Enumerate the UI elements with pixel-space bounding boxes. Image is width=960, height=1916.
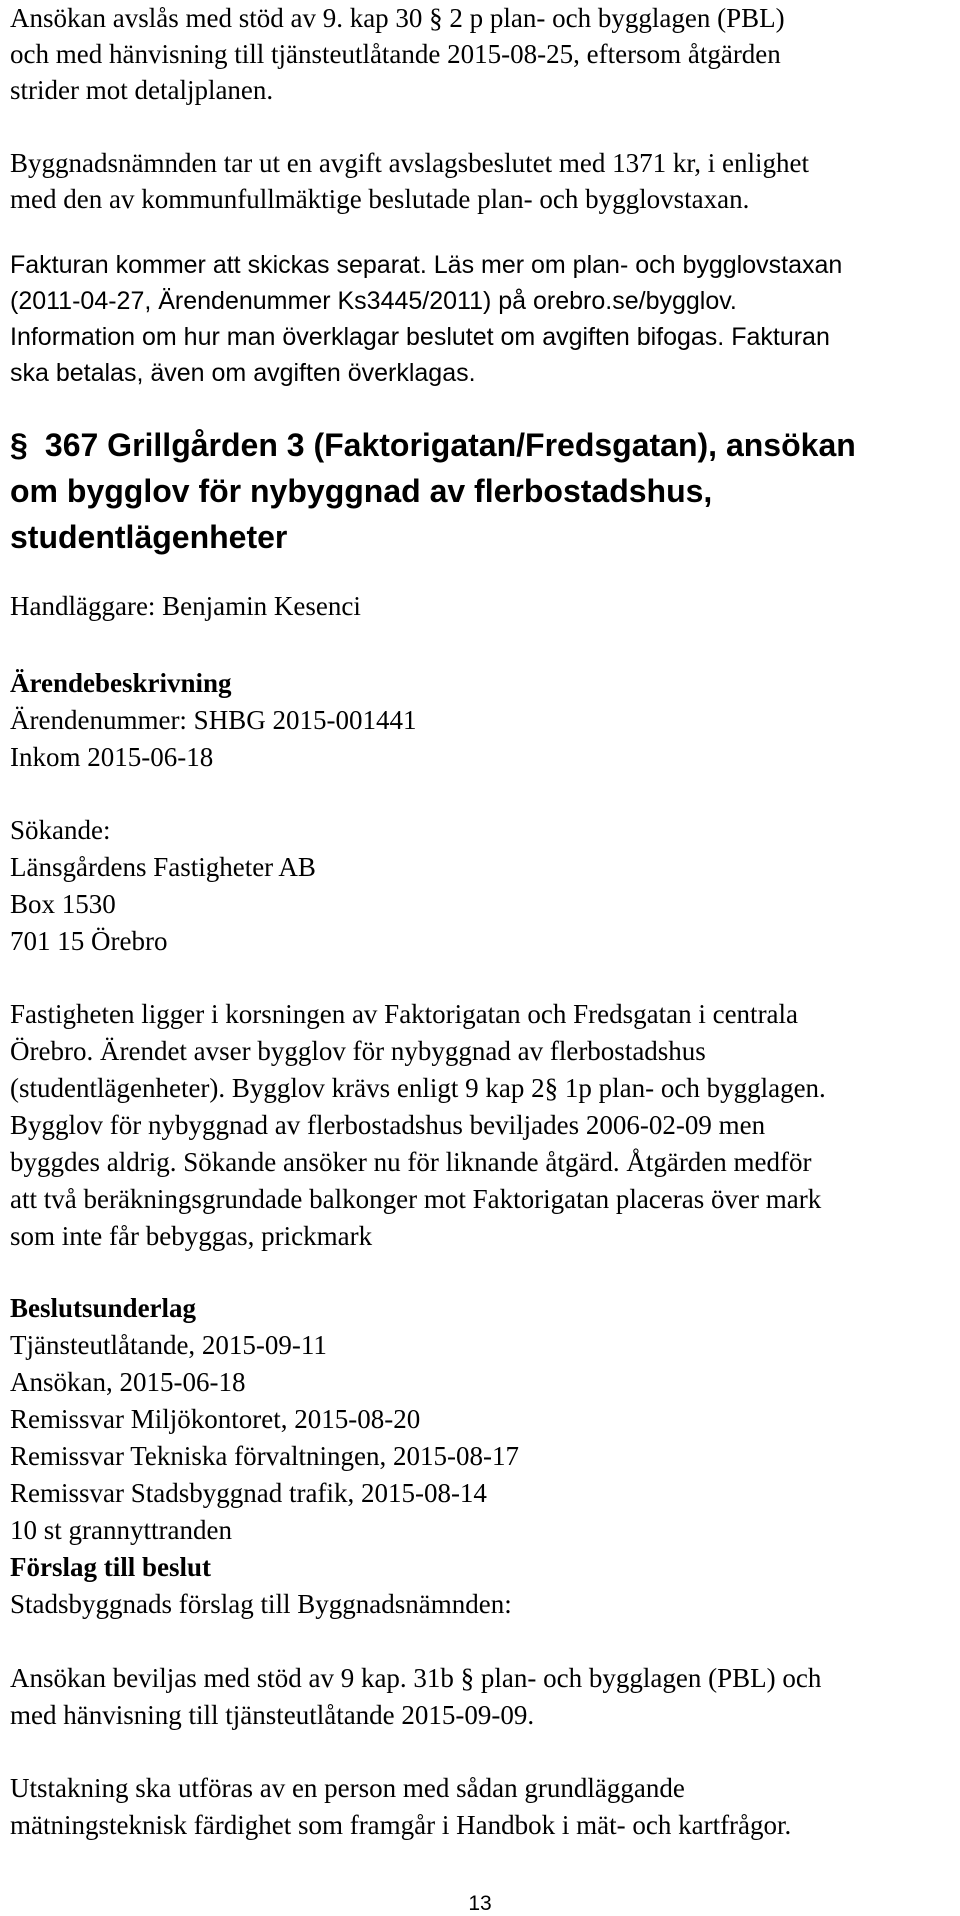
basis-item: Remissvar Miljökontoret, 2015-08-20: [10, 1404, 421, 1434]
text-line: Fastigheten ligger i korsningen av Faktorigatan och Fredsgatan i centrala: [10, 999, 799, 1029]
basis-heading: Beslutsunderlag: [10, 1293, 197, 1323]
case-number: Ärendenummer: SHBG 2015-001441: [10, 705, 417, 735]
applicant: [10, 812, 950, 960]
text-line: och med hänvisning till tjänsteutlåtande 2015-08-25, eftersom åtgärden: [10, 39, 781, 69]
proposal-intro: Stadsbyggnads förslag till Byggnadsnämnden:: [10, 1589, 512, 1619]
text-line: Ansökan beviljas med stöd av 9 kap. 31b § plan- och bygglagen (PBL) och: [10, 1663, 822, 1693]
text-line: (2011-04-27, Ärendenummer Ks3445/2011) på orebro.se/bygglov.: [10, 287, 737, 315]
description-heading: Ärendebeskrivning: [10, 668, 232, 698]
applicant-line: Länsgårdens Fastigheter AB: [10, 852, 316, 882]
text-line: byggdes aldrig. Sökande ansöker nu för liknande åtgärd. Åtgärden medför: [10, 1147, 812, 1177]
text-line: med hänvisning till tjänsteutlåtande 2015-09-09.: [10, 1700, 535, 1730]
proposal-heading: Förslag till beslut: [10, 1552, 211, 1582]
basis-item: 10 st grannyttranden: [10, 1515, 232, 1545]
proposal-paragraph-2: [10, 1770, 950, 1844]
section-symbol: §: [10, 427, 28, 463]
text-line: Byggnadsnämnden tar ut en avgift avslagsbeslutet med 1371 kr, i enlighet: [10, 148, 809, 178]
case-description: [10, 996, 950, 1255]
intro-paragraph-2: [10, 145, 950, 217]
applicant-line: Box 1530: [10, 889, 116, 919]
text-line: ska betalas, även om avgiften överklagas.: [10, 359, 476, 387]
page-number: 13: [468, 1892, 492, 1915]
proposal: [10, 1549, 950, 1623]
text-line: (studentlägenheter). Bygglov krävs enligt 9 kap 2§ 1p plan- och bygglagen.: [10, 1073, 826, 1103]
basis-item: Tjänsteutlåtande, 2015-09-11: [10, 1330, 327, 1360]
case-title-line-1: [10, 422, 950, 468]
text-line: Bygglov för nybyggnad av flerbostadshus beviljades 2006-02-09 men: [10, 1110, 766, 1140]
received-date: Inkom 2015-06-18: [10, 742, 214, 772]
text-line: strider mot detaljplanen.: [10, 75, 274, 105]
case-title-line-3: studentlägenheter: [10, 519, 288, 555]
case-title: [10, 422, 950, 560]
basis-item: Ansökan, 2015-06-18: [10, 1367, 246, 1397]
case-title-text: 367 Grillgården 3 (Faktorigatan/Fredsgatan), ansökan: [44, 427, 856, 463]
text-line: Örebro. Ärendet avser bygglov för nybyggnad av flerbostadshus: [10, 1036, 706, 1066]
text-line: Information om hur man överklagar beslutet om avgiften bifogas. Fakturan: [10, 323, 830, 351]
text-line: med den av kommunfullmäktige beslutade plan- och bygglovstaxan.: [10, 184, 750, 214]
basis-item: Remissvar Stadsbyggnad trafik, 2015-08-14: [10, 1478, 487, 1508]
applicant-line: 701 15 Örebro: [10, 926, 168, 956]
text-line: att två beräkningsgrundade balkonger mot Faktorigatan placeras över mark: [10, 1184, 822, 1214]
applicant-label: Sökande:: [10, 815, 111, 845]
case-title-line-2: om bygglov för nybyggnad av flerbostadshus,: [10, 473, 713, 509]
handler: Handläggare: Benjamin Kesenci: [10, 591, 361, 621]
proposal-paragraph-1: [10, 1660, 950, 1734]
text-line: Fakturan kommer att skickas separat. Läs mer om plan- och bygglovstaxan: [10, 251, 843, 279]
intro-paragraph-3: [10, 247, 950, 391]
decision-basis: [10, 1290, 950, 1549]
case-info: [10, 665, 950, 776]
text-line: mätningsteknisk färdighet som framgår i Handbok i mät- och kartfrågor.: [10, 1810, 792, 1840]
text-line: som inte får bebyggas, prickmark: [10, 1221, 373, 1251]
text-line: Ansökan avslås med stöd av 9. kap 30 § 2 p plan- och bygglagen (PBL): [10, 3, 785, 33]
text-line: Utstakning ska utföras av en person med sådan grundläggande: [10, 1773, 685, 1803]
intro-paragraph-1: [10, 0, 950, 108]
basis-item: Remissvar Tekniska förvaltningen, 2015-08-17: [10, 1441, 520, 1471]
